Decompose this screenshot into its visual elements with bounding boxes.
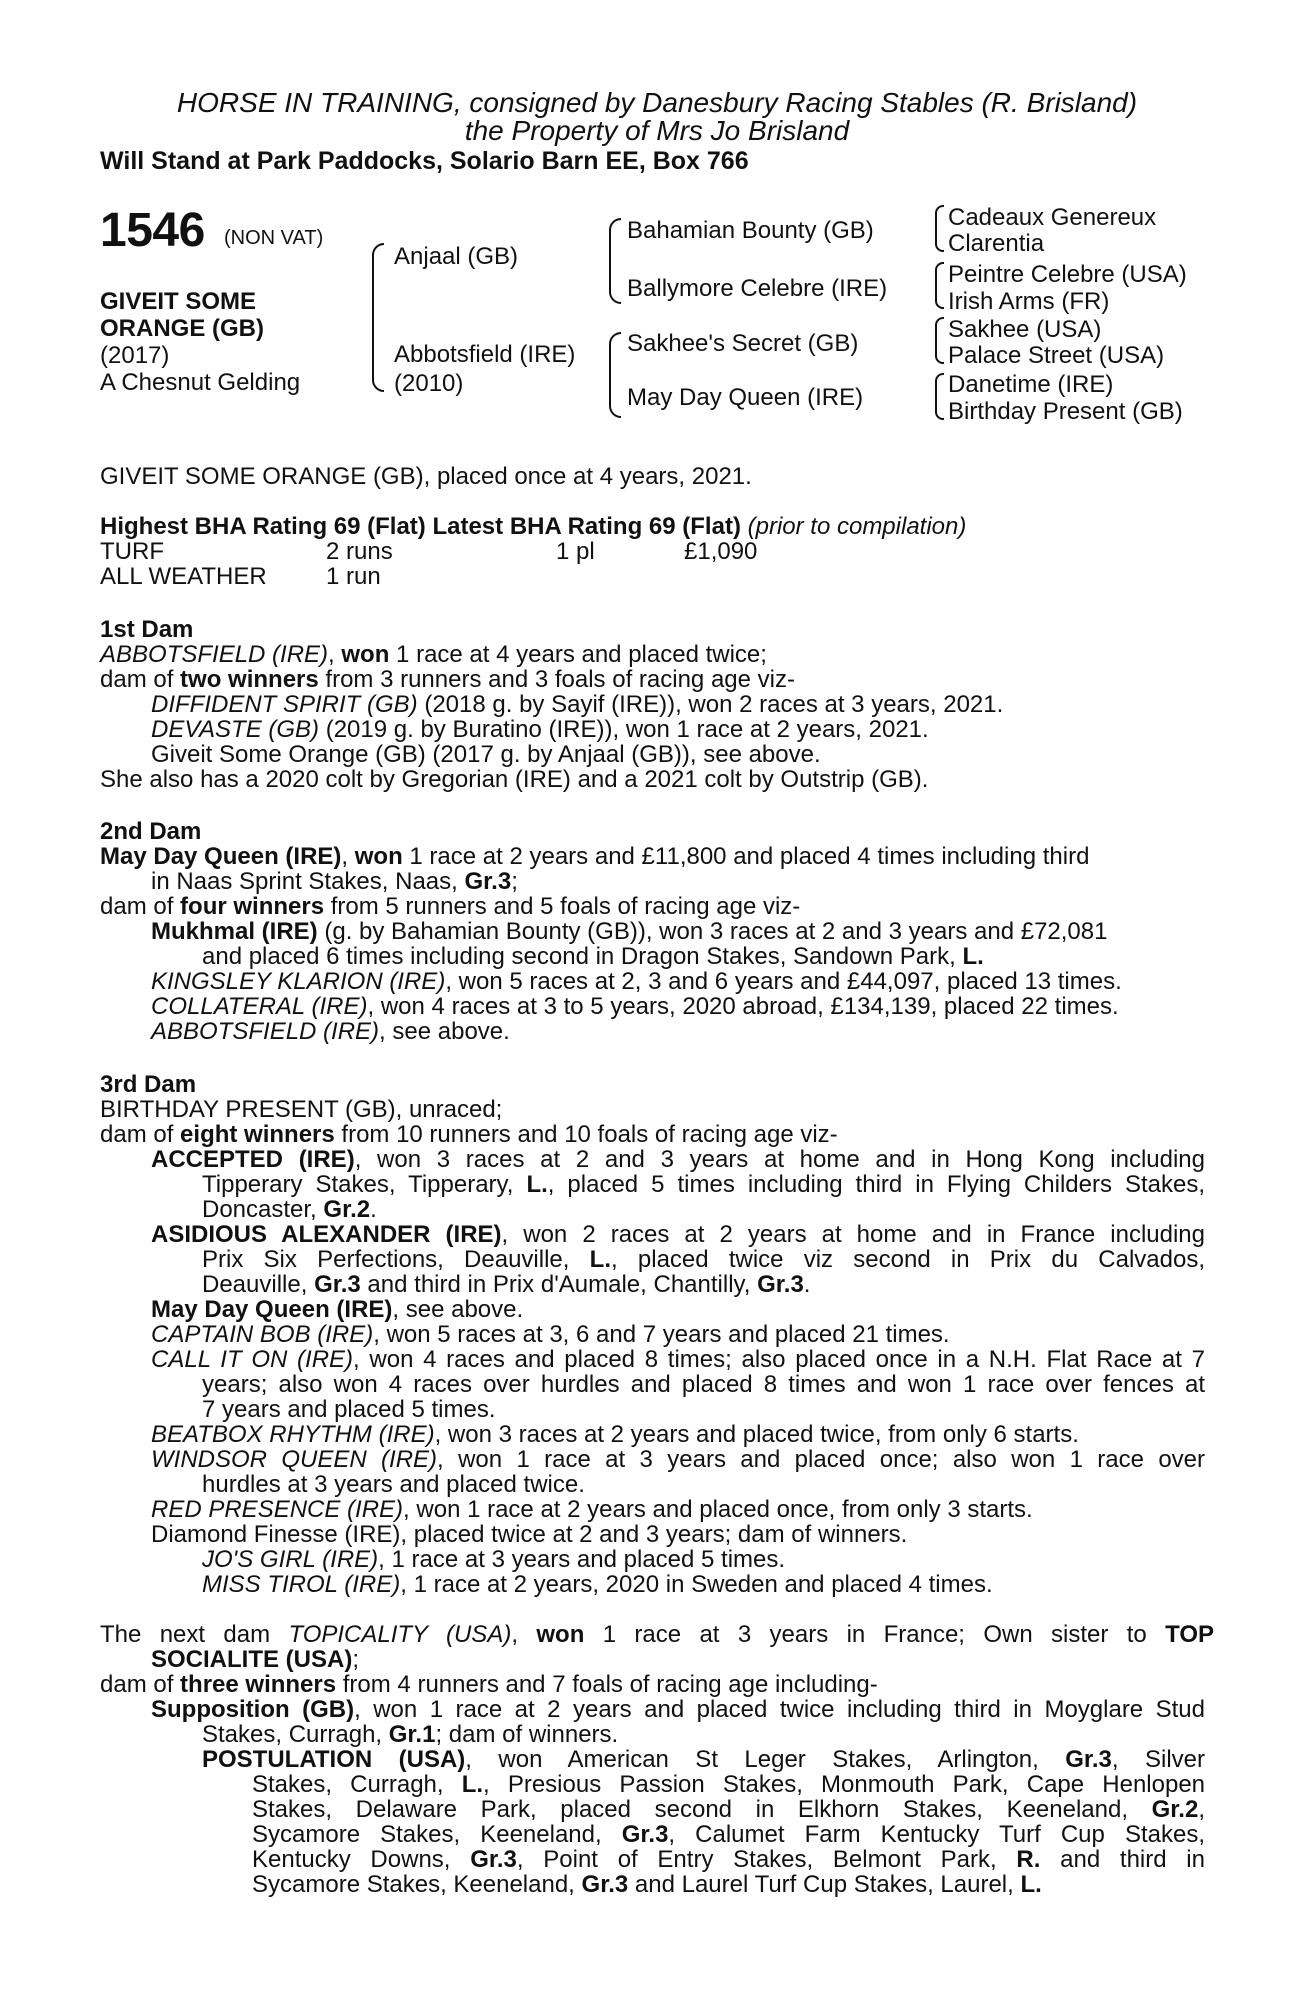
produce-record: , won 4 races at 3 to 5 years, 2020 abroad, £134,139, placed 22 times. xyxy=(367,993,1119,1020)
pedigree-brace-parents xyxy=(372,243,384,392)
produce-entry xyxy=(151,1347,1205,1373)
produce-entry xyxy=(151,1147,1205,1173)
won-label: won xyxy=(354,843,403,870)
turf-label: TURF xyxy=(100,538,164,565)
horse-description: A Chesnut Gelding xyxy=(100,369,301,396)
pedigree-brace-dam-line xyxy=(609,332,621,418)
all-weather-label: ALL WEATHER xyxy=(100,563,267,590)
text-span: from 5 runners and 5 foals of racing age viz- xyxy=(324,893,801,920)
text-span: , won American St Leger Stakes, Arlington, xyxy=(465,1746,1066,1773)
first-dam-name: ABBOTSFIELD (IRE) xyxy=(100,641,329,668)
first-dam-produce-line xyxy=(100,667,1214,693)
group-grade: Gr.1 xyxy=(388,1721,436,1748)
text-span: from 4 runners and 7 foals of racing age including- xyxy=(336,1671,878,1698)
produce-record: (2019 g. by Buratino (IRE)), won 1 race at 2 years, 2021. xyxy=(319,716,929,743)
first-dam-won: won xyxy=(341,641,390,668)
produce-name: WINDSOR QUEEN (IRE) xyxy=(151,1446,438,1473)
group-grade: Gr.3 xyxy=(464,868,512,895)
produce-entry xyxy=(151,919,1205,945)
text-span: and third in xyxy=(1040,1846,1205,1873)
bha-rating-text: Highest BHA Rating 69 (Flat) Latest BHA Rating 69 (Flat) xyxy=(100,513,741,540)
property-owner: the Property of Mrs Jo Brisland xyxy=(464,115,850,146)
text-span: and placed 6 times including second in Dragon Stakes, Sandown Park, xyxy=(202,943,963,970)
text-span: The next dam xyxy=(100,1621,289,1648)
produce-record: , won 3 races at 2 years and placed twice, from only 6 starts. xyxy=(434,1421,1079,1448)
bha-rating xyxy=(100,514,1214,540)
group-grade: Gr.3 xyxy=(1065,1746,1112,1773)
text-span: Tipperary Stakes, Tipperary, xyxy=(202,1171,527,1198)
pedigree-dam: Abbotsfield (IRE) xyxy=(394,341,576,368)
produce-record: , won 5 races at 3, 6 and 7 years and placed 21 times. xyxy=(373,1321,950,1348)
third-dam-line: BIRTHDAY PRESENT (GB), unraced; xyxy=(100,1096,503,1123)
pedigree-brace-g4 xyxy=(935,373,944,420)
group-grade: Gr.3 xyxy=(621,1821,669,1848)
turf-runs: 2 runs xyxy=(326,538,393,565)
won-label: won xyxy=(536,1621,585,1648)
third-dam-heading: 3rd Dam xyxy=(100,1071,197,1098)
pedigree-dam-year: (2010) xyxy=(394,370,464,397)
produce-entry-cont: hurdles at 3 years and placed twice. xyxy=(202,1471,585,1498)
text-span: Prix Six Perfections, Deauville, xyxy=(202,1246,590,1273)
first-dam-record: 1 race at 4 years and placed twice; xyxy=(389,641,767,668)
produce-entry-cont xyxy=(252,1822,1205,1848)
text-span: , Calumet Farm Kentucky Turf Cup Stakes, xyxy=(668,1821,1205,1848)
listed-grade: L. xyxy=(526,1171,548,1198)
produce-record: (g. by Bahamian Bounty (GB)), won 3 races at 2 and 3 years and £72,081 xyxy=(317,918,1108,945)
produce-name: CALL IT ON (IRE) xyxy=(151,1346,354,1373)
produce-entry: Giveit Some Orange (GB) (2017 g. by Anjaal (GB)), see above. xyxy=(151,741,821,768)
produce-name: JO'S GIRL (IRE) xyxy=(202,1546,379,1573)
produce-entry-cont xyxy=(202,1247,1205,1273)
produce-name: BEATBOX RHYTHM (IRE) xyxy=(151,1421,435,1448)
pedigree-sire: Anjaal (GB) xyxy=(394,243,519,270)
produce-record: , see above. xyxy=(392,1296,524,1323)
text-span: from 10 runners and 10 foals of racing age viz- xyxy=(334,1121,838,1148)
produce-name: May Day Queen (IRE) xyxy=(151,1296,393,1323)
sister-name: SOCIALITE (USA) xyxy=(151,1646,353,1673)
produce-entry-cont: years; also won 4 races over hurdles and placed 8 times and won 1 race over fences at xyxy=(202,1371,1205,1398)
pedigree-sire-sire: Bahamian Bounty (GB) xyxy=(627,217,874,244)
text-span: Stakes, Delaware Park, placed second in Elkhorn Stakes, Keeneland, xyxy=(252,1796,1152,1823)
produce-record: , see above. xyxy=(379,1018,510,1045)
pedigree-brace-g1 xyxy=(935,205,944,252)
produce-name: ASIDIOUS ALEXANDER (IRE) xyxy=(151,1221,502,1248)
produce-record: , won 2 races at 2 years at home and in France including xyxy=(501,1221,1206,1248)
produce-entry-cont: 7 years and placed 5 times. xyxy=(202,1396,496,1423)
produce-name: KINGSLEY KLARION (IRE) xyxy=(151,968,446,995)
text-span: , placed 5 times including third in Flying Childers Stakes, xyxy=(547,1171,1205,1198)
next-dam-name: TOPICALITY (USA) xyxy=(288,1621,512,1648)
next-dam-line: The next dam TOPICALITY (USA), won 1 race at 3 years in France; Own sister to TOP xyxy=(100,1621,1214,1648)
listed-grade: L. xyxy=(589,1246,611,1273)
first-dam-also: She also has a 2020 colt by Gregorian (IRE) and a 2021 colt by Outstrip (GB). xyxy=(100,766,929,793)
produce-entry-cont xyxy=(202,944,1205,970)
produce-record: , won 1 race at 2 years and placed twice including third in Moyglare Stud xyxy=(354,1696,1205,1723)
produce-name: Supposition (GB) xyxy=(151,1696,355,1723)
produce-entry xyxy=(202,1747,1205,1773)
produce-name: Mukhmal (IRE) xyxy=(151,918,318,945)
pedigree-brace-g3 xyxy=(935,317,944,364)
pedigree-g4: Irish Arms (FR) xyxy=(948,288,1110,315)
pedigree-g5: Sakhee (USA) xyxy=(948,316,1102,343)
text-span: dam of xyxy=(100,893,181,920)
vat-status: (NON VAT) xyxy=(224,227,324,249)
next-dam-line-cont: SOCIALITE (USA); xyxy=(151,1646,359,1673)
produce-record: , won 4 races and placed 8 times; also placed once in a N.H. Flat Race at 7 xyxy=(353,1346,1205,1373)
produce-entry xyxy=(202,1572,1205,1598)
produce-record: (2018 g. by Sayif (IRE)), won 2 races at 3 years, 2021. xyxy=(417,691,1004,718)
produce-entry xyxy=(151,1422,1205,1448)
produce-entry xyxy=(151,717,1205,743)
produce-entry xyxy=(151,969,1205,995)
pedigree-g8: Birthday Present (GB) xyxy=(948,398,1183,425)
produce-entry xyxy=(151,1447,1205,1473)
produce-entry xyxy=(151,1497,1205,1523)
text-span: dam of xyxy=(100,666,181,693)
text-span: , placed twice viz second in Prix du Calvados, xyxy=(611,1246,1205,1273)
listed-grade: L. xyxy=(1020,1871,1042,1898)
restricted-grade: R. xyxy=(1016,1846,1041,1873)
produce-entry-cont xyxy=(202,1172,1205,1198)
horse-name-line1: GIVEIT SOME xyxy=(100,288,257,315)
produce-record: , won 3 races at 2 and 3 years at home and in Hong Kong including xyxy=(354,1146,1206,1173)
produce-name: POSTULATION (USA) xyxy=(202,1746,466,1773)
text-span: dam of xyxy=(100,1671,181,1698)
produce-entry xyxy=(151,1697,1205,1723)
first-dam-line: ABBOTSFIELD (IRE), won 1 race at 4 years and placed twice; xyxy=(100,641,767,668)
group-grade: Gr.3 xyxy=(757,1271,804,1298)
produce-name: DEVASTE (GB) xyxy=(151,716,320,743)
text-span: Sycamore Stakes, Keeneland, xyxy=(252,1821,622,1848)
produce-entry xyxy=(151,692,1205,718)
winners-count: four winners xyxy=(180,893,325,920)
text-span: and third in Prix d'Aumale, Chantilly, xyxy=(360,1271,758,1298)
second-dam-line-cont: in Naas Sprint Stakes, Naas, Gr.3; xyxy=(151,868,518,895)
produce-name: COLLATERAL (IRE) xyxy=(151,993,368,1020)
produce-record: , won 1 race at 3 years and placed once; also won 1 race over xyxy=(437,1446,1206,1473)
produce-entry xyxy=(202,1547,1205,1573)
produce-entry xyxy=(151,1019,1205,1045)
listed-grade: L. xyxy=(962,943,984,970)
pedigree-g7: Danetime (IRE) xyxy=(948,371,1114,398)
produce-record: , 1 race at 3 years and placed 5 times. xyxy=(378,1546,786,1573)
group-grade: Gr.2 xyxy=(323,1196,371,1223)
winners-count: three winners xyxy=(180,1671,337,1698)
text-span: Deauville, xyxy=(202,1271,315,1298)
text-span: and Laurel Turf Cup Stakes, Laurel, xyxy=(628,1871,1021,1898)
listed-grade: L. xyxy=(461,1771,484,1798)
race-summary: GIVEIT SOME ORANGE (GB), placed once at 4 years, 2021. xyxy=(100,463,752,490)
group-grade: Gr.3 xyxy=(314,1271,361,1298)
produce-name: MISS TIROL (IRE) xyxy=(202,1571,401,1598)
horse-year: (2017) xyxy=(100,342,170,369)
produce-record: , 1 race at 2 years, 2020 in Sweden and placed 4 times. xyxy=(400,1571,993,1598)
text-span: from 3 runners and 3 foals of racing age viz- xyxy=(318,666,795,693)
text-span: in Naas Sprint Stakes, Naas, xyxy=(151,868,465,895)
winners-count: eight winners xyxy=(180,1121,335,1148)
produce-entry xyxy=(151,1322,1205,1348)
second-dam-heading: 2nd Dam xyxy=(100,818,202,845)
stand-location: Will Stand at Park Paddocks, Solario Barn EE, Box 766 xyxy=(100,147,749,175)
produce-entry: Diamond Finesse (IRE), placed twice at 2 and 3 years; dam of winners. xyxy=(151,1521,908,1548)
produce-entry-cont: Stakes, Delaware Park, placed second in Elkhorn Stakes, Keeneland, Gr.2, xyxy=(252,1796,1205,1823)
pedigree-brace-g2 xyxy=(935,262,944,309)
pedigree-sire-dam: Ballymore Celebre (IRE) xyxy=(627,275,888,302)
produce-entry xyxy=(151,994,1205,1020)
consignor-title: HORSE IN TRAINING, consigned by Danesbury Racing Stables (R. Brisland) xyxy=(176,87,1138,118)
produce-name: CAPTAIN BOB (IRE) xyxy=(151,1321,374,1348)
pedigree-dam-dam: May Day Queen (IRE) xyxy=(627,384,864,411)
produce-name: ACCEPTED (IRE) xyxy=(151,1146,355,1173)
produce-entry-cont xyxy=(252,1847,1205,1873)
all-weather-runs: 1 run xyxy=(326,563,381,590)
produce-entry-cont: Deauville, Gr.3 and third in Prix d'Aumale, Chantilly, Gr.3. xyxy=(202,1271,811,1298)
text-span: TOP xyxy=(1165,1621,1214,1648)
pedigree-dam-sire: Sakhee's Secret (GB) xyxy=(627,330,859,357)
turf-earnings: £1,090 xyxy=(684,538,758,565)
produce-entry-cont xyxy=(252,1872,1205,1898)
produce-name: ABBOTSFIELD (IRE) xyxy=(151,1018,380,1045)
horse-name-line2: ORANGE (GB) xyxy=(100,315,264,342)
second-dam-name: May Day Queen (IRE) xyxy=(100,843,342,870)
winners-count: two winners xyxy=(180,666,319,693)
second-dam-produce-line xyxy=(100,894,1214,920)
first-dam-heading: 1st Dam xyxy=(100,616,194,643)
text-span: Doncaster, xyxy=(202,1196,324,1223)
next-dam-produce-line xyxy=(100,1672,1214,1698)
produce-entry-cont xyxy=(252,1772,1205,1798)
turf-placed: 1 pl xyxy=(556,538,595,565)
third-dam-produce-line xyxy=(100,1122,1214,1148)
produce-entry xyxy=(151,1297,1205,1323)
text-span: Stakes, Curragh, xyxy=(202,1721,389,1748)
text-span: 1 race at 3 years in France; Own sister to xyxy=(584,1621,1166,1648)
pedigree-g2: Clarentia xyxy=(948,230,1045,257)
text-span: , Point of Entry Stakes, Belmont Park, xyxy=(516,1846,1017,1873)
text-span: Sycamore Stakes, Keeneland, xyxy=(252,1871,582,1898)
produce-entry xyxy=(151,1222,1205,1248)
pedigree-g1: Cadeaux Genereux xyxy=(948,204,1157,231)
text-span: , Presious Passion Stakes, Monmouth Park, Cape Henlopen xyxy=(483,1771,1206,1798)
produce-entry-cont xyxy=(202,1722,1205,1748)
text-span: Kentucky Downs, xyxy=(252,1846,471,1873)
lot-number: 1546 xyxy=(100,204,205,257)
pedigree-g3: Peintre Celebre (USA) xyxy=(948,261,1187,288)
text-span: Stakes, Curragh, xyxy=(252,1771,462,1798)
produce-name: RED PRESENCE (IRE) xyxy=(151,1496,404,1523)
text-span: dam of xyxy=(100,1121,181,1148)
pedigree-brace-sire-line xyxy=(609,218,621,304)
produce-record: , won 1 race at 2 years and placed once, from only 3 starts. xyxy=(403,1496,1033,1523)
text-span: 1 race at 2 years and £11,800 and placed 4 times including third xyxy=(402,843,1090,870)
second-dam-line: May Day Queen (IRE), won 1 race at 2 years and £11,800 and placed 4 times including third xyxy=(100,843,1090,870)
group-grade: Gr.2 xyxy=(1151,1796,1199,1823)
text-span: ; dam of winners. xyxy=(435,1721,619,1748)
bha-rating-note: (prior to compilation) xyxy=(747,513,967,540)
text-span: , Silver xyxy=(1111,1746,1205,1773)
group-grade: Gr.3 xyxy=(470,1846,517,1873)
pedigree-g6: Palace Street (USA) xyxy=(948,342,1165,369)
produce-record: , won 5 races at 2, 3 and 6 years and £44,097, placed 13 times. xyxy=(445,968,1122,995)
produce-name: DIFFIDENT SPIRIT (GB) xyxy=(151,691,418,718)
group-grade: Gr.3 xyxy=(581,1871,629,1898)
produce-entry-cont: Doncaster, Gr.2. xyxy=(202,1196,377,1223)
